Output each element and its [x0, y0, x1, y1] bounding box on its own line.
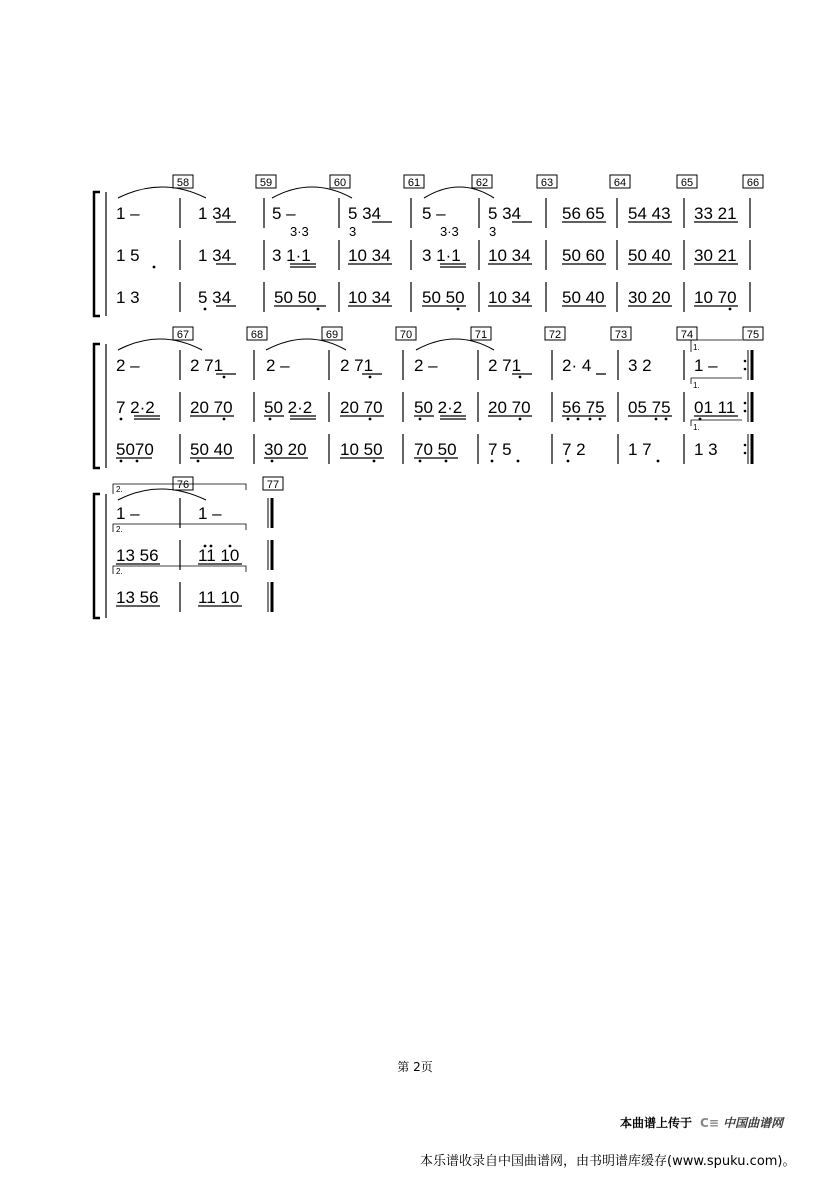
measure-notes: 50 2·2 — [264, 398, 313, 417]
measure-notes: 2· 4 — [562, 356, 592, 375]
measure-notes: 10 70 — [694, 288, 737, 307]
measure-notes: 7 2 — [562, 440, 586, 459]
measure-notes: 50 50 — [274, 288, 317, 307]
logo-mark-icon: C≡ — [700, 1116, 719, 1130]
measure-notes: 10 34 — [348, 246, 391, 265]
sub-note: 3 — [349, 224, 357, 239]
system-bracket — [94, 344, 100, 468]
measure-number: 63 — [540, 177, 554, 189]
volta-1-label: 1. — [693, 343, 700, 352]
volta-2-label: 2. — [116, 567, 123, 576]
measure-notes: 2 – — [266, 356, 290, 375]
measure-number: 62 — [475, 177, 489, 189]
measure-number: 70 — [399, 329, 413, 341]
measure-notes: 2 – — [116, 356, 140, 375]
measure-notes: 5070 — [116, 440, 154, 459]
measure-notes: 05 75 — [628, 398, 671, 417]
measure-notes: 56 65 — [562, 204, 605, 223]
measure-notes: 11 10 — [198, 546, 240, 565]
measure-number: 75 — [746, 329, 760, 341]
measure-notes: 1 34 — [198, 246, 232, 265]
measure-number: 74 — [680, 329, 694, 341]
measure-notes: 1 3 — [116, 288, 140, 307]
measure-number: 71 — [474, 329, 488, 341]
measure-number: 68 — [250, 329, 264, 341]
volta-1-label: 1. — [693, 381, 700, 390]
measure-notes: 70 50 — [414, 440, 457, 459]
measure-notes: 3 1·1 — [272, 246, 311, 265]
measure-notes: 1 7 — [628, 440, 652, 459]
repeat-dots — [744, 360, 747, 455]
measure-notes: 1 – — [116, 204, 140, 223]
notes — [116, 204, 737, 607]
measure-number: 66 — [746, 177, 760, 189]
sub-notes — [290, 224, 496, 239]
system-bracket — [94, 192, 100, 316]
measure-number: 61 — [407, 177, 421, 189]
sub-note: 3·3 — [290, 224, 309, 239]
measure-notes: 3 1·1 — [422, 246, 461, 265]
measure-notes: 10 34 — [488, 288, 531, 307]
slur — [118, 489, 206, 500]
measure-notes: 1 – — [694, 356, 718, 375]
measure-notes: 1 34 — [198, 204, 232, 223]
upload-credit — [620, 1114, 783, 1131]
measure-notes: 50 2·2 — [414, 398, 463, 417]
final-barline — [268, 498, 272, 612]
measure-notes: 5 34 — [198, 288, 232, 307]
measure-notes: 2 71 — [340, 356, 374, 375]
measure-notes: 01 11 — [694, 398, 736, 417]
measure-notes: 54 43 — [628, 204, 671, 223]
measure-number: 67 — [176, 329, 190, 341]
measure-notes: 3 2 — [628, 356, 652, 375]
measure-notes: 7 5 — [488, 440, 512, 459]
volta-2-label: 2. — [116, 525, 123, 534]
measure-number: 58 — [176, 177, 190, 189]
page-number: 第 2页 — [397, 1060, 433, 1074]
measure-notes: 20 70 — [340, 398, 383, 417]
measure-notes: 1 3 — [694, 440, 718, 459]
measure-number: 64 — [613, 177, 627, 189]
measure-notes: 5 34 — [488, 204, 522, 223]
source-line: 本乐谱收录自中国曲谱网，由书明谱库缓存(www.spuku.com)。 — [420, 1154, 796, 1169]
measure-notes: 2 71 — [488, 356, 522, 375]
measure-notes: 30 20 — [264, 440, 307, 459]
measure-notes: 2 – — [414, 356, 438, 375]
measure-notes: 50 40 — [628, 246, 671, 265]
measure-notes: 50 40 — [562, 288, 605, 307]
measure-notes: 50 60 — [562, 246, 605, 265]
measure-number: 76 — [176, 479, 190, 491]
measure-notes: 11 10 — [198, 588, 240, 607]
site-logo[interactable] — [700, 1114, 783, 1131]
measure-number: 77 — [266, 479, 280, 491]
logo-text: 中国曲谱网 — [723, 1116, 784, 1130]
sub-note: 3 — [489, 224, 497, 239]
measure-notes: 10 34 — [488, 246, 531, 265]
measure-number: 60 — [333, 177, 347, 189]
measure-notes: 20 70 — [190, 398, 233, 417]
measure-notes: 7 2·2 — [116, 398, 155, 417]
measure-notes: 5 – — [422, 204, 446, 223]
measure-notes: 5 – — [272, 204, 296, 223]
measure-notes: 1 – — [116, 504, 140, 523]
system-bracket — [94, 494, 100, 618]
measure-number: 72 — [548, 329, 562, 341]
measure-notes: 50 50 — [422, 288, 465, 307]
measure-notes: 33 21 — [694, 204, 737, 223]
measure-notes: 30 20 — [628, 288, 671, 307]
sub-note: 3·3 — [440, 224, 459, 239]
measure-number: 59 — [259, 177, 273, 189]
slurs — [118, 339, 494, 350]
volta-2-label: 2. — [116, 485, 123, 494]
measure-notes: 13 56 — [116, 546, 159, 565]
measure-notes: 30 21 — [694, 246, 737, 265]
measure-number: 73 — [614, 329, 628, 341]
measure-notes: 2 71 — [190, 356, 224, 375]
measure-notes: 5 34 — [348, 204, 382, 223]
measure-notes: 10 34 — [348, 288, 391, 307]
measure-notes: 1 5 — [116, 246, 140, 265]
measure-notes: 20 70 — [488, 398, 531, 417]
measure-notes: 1 – — [198, 504, 222, 523]
measure-number: 69 — [325, 329, 339, 341]
measure-notes: 10 50 — [340, 440, 383, 459]
volta-1-label: 1. — [693, 423, 700, 432]
upload-label: 本曲谱上传于 — [620, 1116, 693, 1130]
measure-notes: 56 75 — [562, 398, 605, 417]
volta-labels — [116, 343, 700, 576]
slurs — [118, 187, 494, 198]
measure-number: 65 — [680, 177, 694, 189]
end-repeat-barline — [748, 350, 752, 464]
measure-notes: 50 40 — [190, 440, 233, 459]
measure-notes: 13 56 — [116, 588, 159, 607]
